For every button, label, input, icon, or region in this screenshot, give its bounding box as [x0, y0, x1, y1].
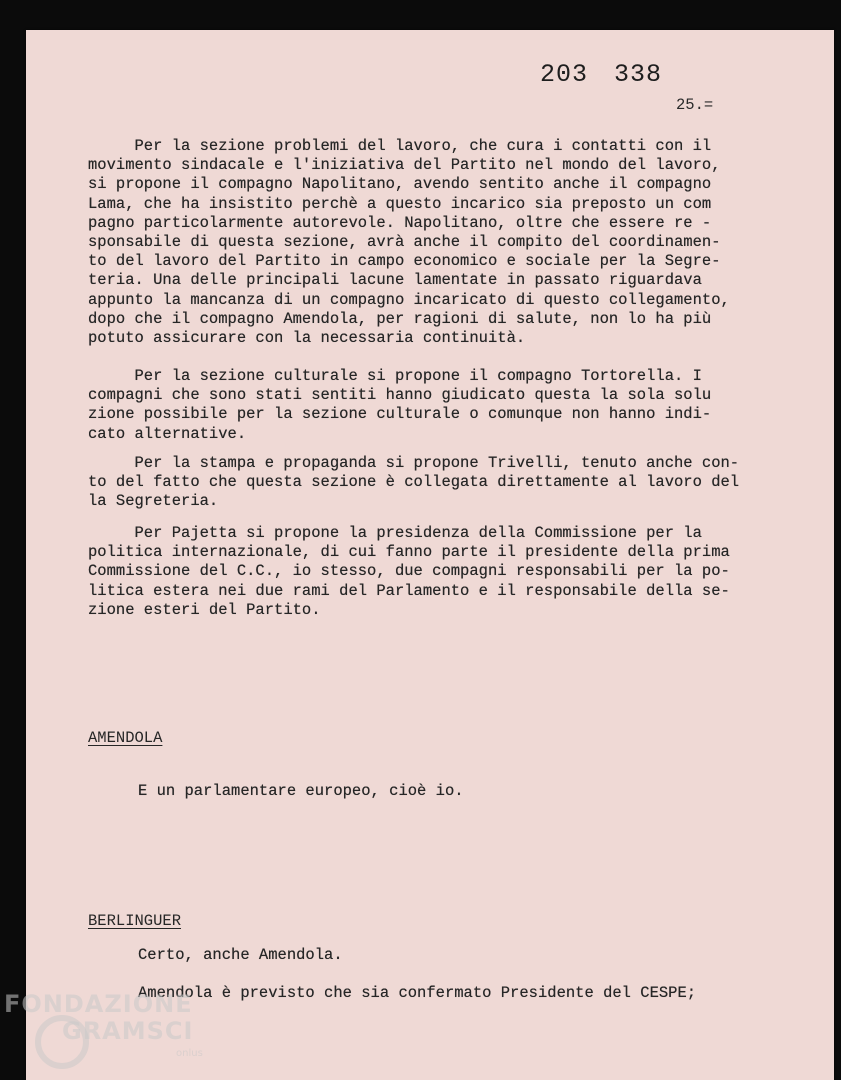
- amendola-line: E un parlamentare europeo, cioè io.: [138, 782, 464, 800]
- document-page: [26, 30, 834, 1080]
- watermark-line1: FONDAZIONE: [4, 990, 193, 1018]
- paragraph-pajetta: Per Pajetta si propone la presidenza della Commissione per la politica internazionale, di cui fanno parte il presidente della prima Commissione del C.C., io stesso, due compagni responsabili per la po- litica estera nei due rami del Parlamento e il responsabile della se- zione esteri del Partito.: [88, 524, 730, 619]
- paragraph-culturale: Per la sezione culturale si propone il compagno Tortorella. I compagni che sono stati sentiti hanno giudicato questa la sola solu zione possibile per la sezione culturale o comunque non hanno indi- cato alternative.: [88, 367, 712, 443]
- fondazione-gramsci-watermark: [4, 990, 244, 1080]
- watermark-line3: onlus: [176, 1048, 203, 1059]
- page-number: 25.=: [676, 96, 714, 114]
- archive-stamp: 203 338: [540, 60, 663, 89]
- paragraph-lavoro: Per la sezione problemi del lavoro, che cura i contatti con il movimento sindacale e l'iniziativa del Partito nel mondo del lavoro, si propone il compagno Napolitano, avendo sentito anche il compagno Lama, che ha insistito perchè a questo incarico sia preposto un com pagno particolarmente autorevole. Napolitano, oltre che essere re - sponsabile di questa sezione, avrà anche il compito del coordinamen- to del lavoro del Partito in campo economico e sociale per la Segre- teria. Una delle principali lacune lamentate in passato riguardava appunto la mancanza di un compagno incaricato di questo collegamento, dopo che il compagno Amendola, per ragioni di salute, non lo ha più potuto assicurare con la necessaria continuità.: [88, 137, 730, 348]
- berlinguer-followup: Amendola è previsto che sia confermato Presidente del CESPE;: [138, 984, 697, 1002]
- speaker-amendola: AMENDOLA: [88, 729, 163, 747]
- watermark-line2: GRAMSCI: [62, 1017, 194, 1045]
- paragraph-stampa: Per la stampa e propaganda si propone Trivelli, tenuto anche con- to del fatto che questa sezione è collegata direttamente al lavoro del la Segreteria.: [88, 454, 740, 511]
- speaker-berlinguer: BERLINGUER: [88, 912, 182, 930]
- berlinguer-line: Certo, anche Amendola.: [138, 946, 343, 964]
